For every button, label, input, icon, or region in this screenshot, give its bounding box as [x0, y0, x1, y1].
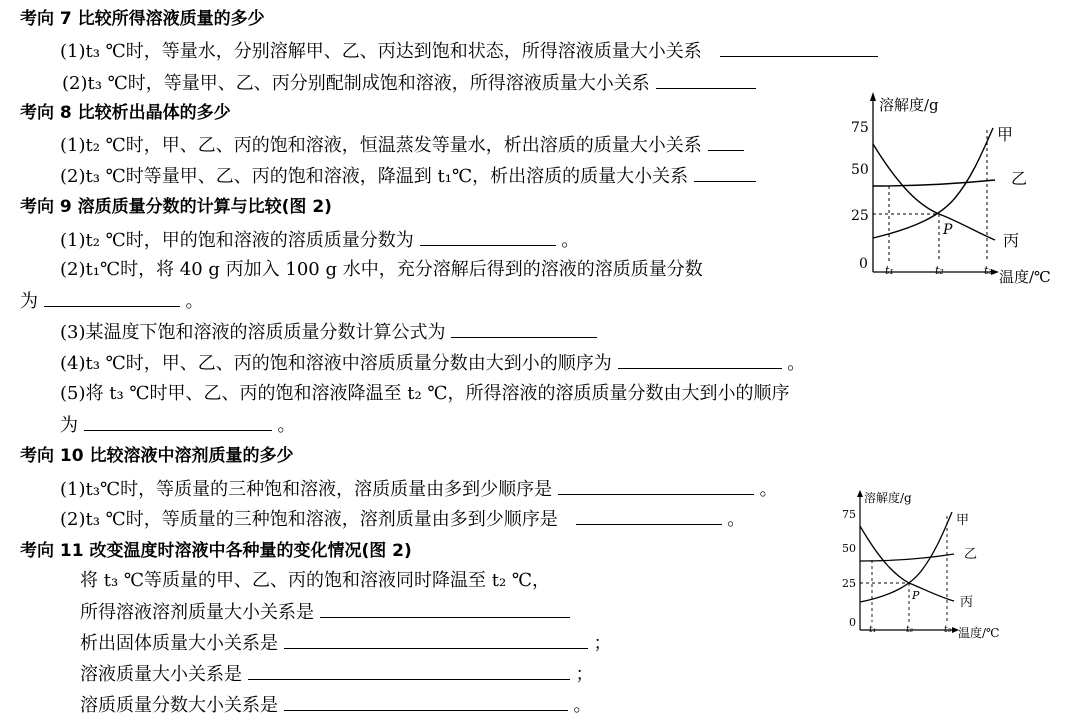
s9-question-5-cont [60, 414, 295, 437]
c1-y-label: 溶解度/g [879, 96, 939, 114]
s11-r4-text: 溶质质量分数大小关系是 [80, 695, 278, 716]
s11-r4-period: 。 [573, 695, 592, 716]
s9-q2-text-cont: 为 [20, 291, 38, 312]
c1-series-jia [873, 128, 993, 238]
s7-q1-answer-blank[interactable] [720, 40, 878, 57]
s10-q1-period: 。 [759, 479, 778, 500]
s9-q3-text: (3)某温度下饱和溶液的溶质质量分数计算公式为 [60, 322, 446, 343]
s11-row-3 [80, 663, 593, 686]
s8-q2-text: (2)t₃ ℃时等量甲、乙、丙的饱和溶液，降温到 t₁℃，析出溶质的质量大小关系 [60, 166, 689, 187]
c2-x-tick-t3: t₃ [944, 625, 952, 635]
s11-row-2 [80, 632, 611, 655]
solubility-chart-2 [838, 486, 1018, 644]
c1-x-tick-t2: t₂ [935, 264, 944, 277]
s8-q1-answer-blank[interactable] [708, 134, 744, 151]
s9-question-5 [60, 383, 790, 405]
c1-x-label: 温度/℃ [999, 268, 1051, 286]
s10-question-2 [60, 508, 745, 531]
c1-legend-jia: 甲 [997, 125, 1014, 144]
s11-r3-text: 溶液质量大小关系是 [80, 664, 242, 685]
s11-row-1 [80, 601, 570, 624]
section-9-title: 考向 9 溶质质量分数的计算与比较(图 2) [20, 197, 332, 217]
c1-y-tick-75: 75 [851, 120, 869, 136]
s8-q2-answer-blank[interactable] [694, 165, 756, 182]
c1-x-tick-t1: t₁ [885, 264, 894, 277]
s11-row-4 [80, 694, 591, 717]
c1-y-arrow [870, 92, 876, 101]
c2-legend-yi: 乙 [964, 547, 978, 562]
s11-r1-answer-blank[interactable] [320, 601, 570, 618]
section-8-title: 考向 8 比较析出晶体的多少 [20, 103, 231, 123]
s9-question-2-cont [20, 290, 203, 313]
s8-question-2 [60, 165, 756, 188]
c2-y-tick-75: 75 [842, 508, 856, 521]
s8-question-1 [60, 134, 744, 157]
s9-q1-period: 。 [561, 230, 580, 251]
s9-q1-answer-blank[interactable] [420, 229, 556, 246]
s9-q1-text: (1)t₂ ℃时，甲的饱和溶液的溶质质量分数为 [60, 230, 414, 251]
s9-q5-period: 。 [277, 415, 296, 436]
s11-r2-semicolon: ； [593, 633, 612, 654]
s10-q2-answer-blank[interactable] [576, 508, 722, 525]
s9-q5-answer-blank[interactable] [84, 414, 272, 431]
c2-legend-jia: 甲 [956, 513, 970, 528]
s9-question-1 [60, 229, 579, 252]
solubility-chart-1 [845, 88, 1070, 288]
section-10-title: 考向 10 比较溶液中溶剂质量的多少 [20, 446, 294, 466]
s9-q2-answer-blank[interactable] [44, 290, 180, 307]
s11-r2-text: 析出固体质量大小关系是 [80, 633, 278, 654]
s9-q3-answer-blank[interactable] [451, 321, 597, 338]
c2-x-tick-t1: t₁ [869, 625, 877, 635]
s7-q1-text: (1)t₃ ℃时，等量水，分别溶解甲、乙、丙达到饱和状态，所得溶液质量大小关系 [60, 41, 702, 62]
s11-intro: 将 t₃ ℃等质量的甲、乙、丙的饱和溶液同时降温至 t₂ ℃， [80, 570, 551, 591]
s9-question-4 [60, 352, 805, 375]
s8-q1-text: (1)t₂ ℃时，甲、乙、丙的饱和溶液，恒温蒸发等量水，析出溶质的质量大小关系 [60, 135, 702, 156]
s7-q2-answer-blank[interactable] [656, 72, 756, 89]
s11-r3-semicolon: ； [575, 664, 594, 685]
s11-r2-answer-blank[interactable] [284, 632, 588, 649]
s9-q4-period: 。 [787, 353, 806, 374]
s11-r3-answer-blank[interactable] [248, 663, 570, 680]
s9-question-2 [60, 259, 703, 281]
c1-series-yi [873, 180, 995, 186]
s10-q2-text: (2)t₃ ℃时，等质量的三种饱和溶液，溶剂质量由多到少顺序是 [60, 509, 558, 530]
s10-q2-period: 。 [727, 509, 746, 530]
s9-q2-text: (2)t₁℃时，将 40 g 丙加入 100 g 水中，充分溶解后得到的溶液的溶质质量分数 [60, 259, 703, 280]
s10-question-1 [60, 478, 778, 501]
c2-point-p: P [912, 589, 920, 602]
c1-y-tick-25: 25 [851, 208, 869, 224]
section-7-title: 考向 7 比较所得溶液质量的多少 [20, 9, 265, 29]
s9-q4-text: (4)t₃ ℃时，甲、乙、丙的饱和溶液中溶质质量分数由大到小的顺序为 [60, 353, 612, 374]
c1-point-p: P [943, 222, 953, 238]
s9-q5-text-cont: 为 [60, 415, 78, 436]
c2-y-tick-50: 50 [842, 542, 856, 555]
c1-y-tick-50: 50 [851, 162, 869, 178]
c2-x-label: 温度/℃ [958, 626, 1000, 640]
c2-y-label: 溶解度/g [864, 491, 912, 505]
s9-q4-answer-blank[interactable] [618, 352, 782, 369]
c2-series-jia [860, 512, 952, 602]
c1-y-tick-0: 0 [859, 256, 868, 272]
c1-series-bing [873, 144, 995, 240]
s9-q5-text: (5)将 t₃ ℃时甲、乙、丙的饱和溶液降温至 t₂ ℃，所得溶液的溶质质量分数由大到小的顺序 [60, 383, 790, 404]
s11-r1-text: 所得溶液溶剂质量大小关系是 [80, 602, 314, 623]
s9-q2-period: 。 [185, 291, 204, 312]
s7-question-2 [62, 72, 756, 95]
c2-y-tick-0: 0 [849, 616, 856, 629]
s7-q2-text: (2)t₃ ℃时，等量甲、乙、丙分别配制成饱和溶液，所得溶液质量大小关系 [62, 73, 650, 94]
s9-question-3 [60, 321, 597, 344]
c1-x-tick-t3: t₃ [984, 264, 993, 277]
c1-legend-bing: 丙 [1003, 231, 1020, 250]
c1-legend-yi: 乙 [1011, 169, 1028, 188]
s11-r4-answer-blank[interactable] [284, 694, 568, 711]
c2-x-tick-t2: t₂ [906, 625, 914, 635]
s7-question-1 [60, 40, 878, 63]
c2-legend-bing: 丙 [960, 595, 974, 610]
s10-q1-text: (1)t₃℃时，等质量的三种饱和溶液，溶质质量由多到少顺序是 [60, 479, 553, 500]
c2-y-arrow [857, 490, 863, 497]
c2-y-tick-25: 25 [842, 577, 856, 590]
c2-series-bing [860, 526, 954, 601]
c2-series-yi [860, 554, 954, 561]
section-11-title: 考向 11 改变温度时溶液中各种量的变化情况(图 2) [20, 541, 412, 561]
s10-q1-answer-blank[interactable] [558, 478, 754, 495]
